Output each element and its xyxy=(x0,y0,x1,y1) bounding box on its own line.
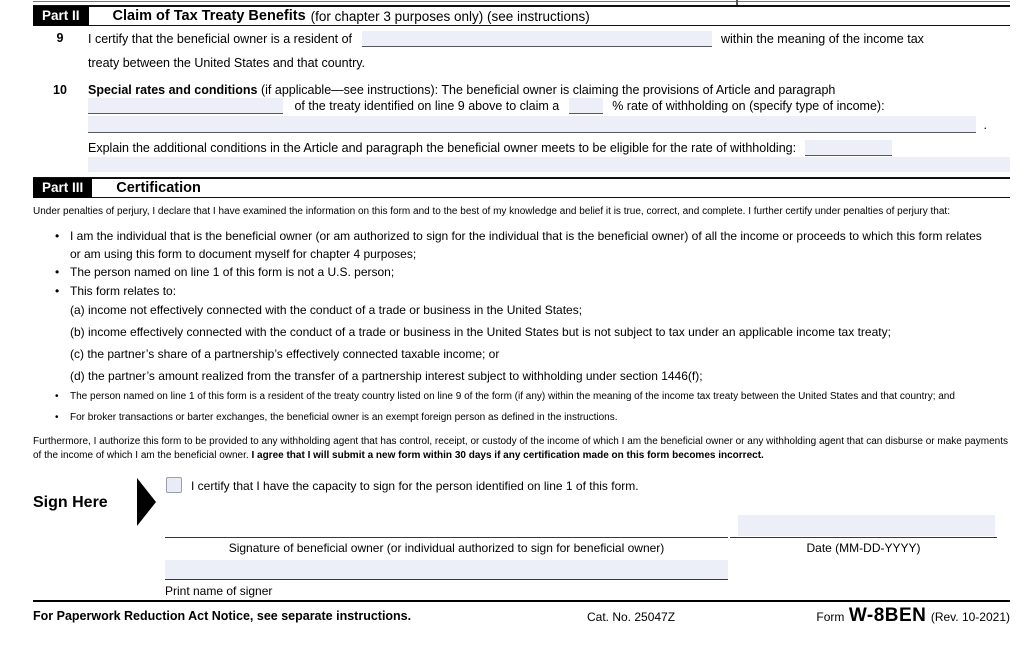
bullet-text: This form relates to: xyxy=(70,284,177,298)
line10-row2-suffix: % rate of withholding on (specify type of income): xyxy=(612,99,885,113)
part2-subtitle: (for chapter 3 purposes only) (see instructions) xyxy=(310,8,590,24)
capacity-statement: I certify that I have the capacity to sign for the person identified on line 1 of this form. xyxy=(191,479,639,493)
part2-header xyxy=(33,5,1010,26)
sign-here-arrow-icon xyxy=(137,478,156,526)
part2-label: Part II xyxy=(33,6,89,26)
bullet-icon: • xyxy=(55,391,59,402)
previous-section-divider xyxy=(33,1,1010,2)
line10-row2-text: of the treaty identified on line 9 above to claim a xyxy=(294,99,560,113)
signature-line xyxy=(165,537,728,538)
line10-row4 xyxy=(0,140,1032,156)
date-line xyxy=(730,537,997,538)
bullet-text: For broker transactions or barter exchanges, the beneficial owner is an exempt foreign person as defined in the instructions. xyxy=(70,412,618,423)
bullet-icon: • xyxy=(55,412,59,423)
form-revision: (Rev. 10-2021) xyxy=(930,610,1010,624)
line10-row5 xyxy=(0,157,1032,172)
line10-row1 xyxy=(0,83,1032,97)
line10-row2 xyxy=(0,98,1032,114)
line10-rate-field[interactable] xyxy=(569,98,603,114)
line9-text-line2: treaty between the United States and that country. xyxy=(88,56,366,70)
relates-to-item-a: (a) income not effectively connected with the conduct of a trade or business in the United States; xyxy=(70,303,583,317)
perjury-intro: Under penalties of perjury, I declare that I have examined the information on this form and to the best of my knowledge and belief it is true, correct, and complete. I further certify under penalties of perjury that: xyxy=(33,206,950,217)
line9-country-field[interactable] xyxy=(362,31,712,47)
line9-row2 xyxy=(0,56,1032,70)
line10-article-field[interactable] xyxy=(88,98,283,114)
line10-row3 xyxy=(0,116,1032,133)
relates-to-item-b: (b) income effectively connected with the conduct of a trade or business in the United States but is not subject to tax under an applicable income tax treaty; xyxy=(70,325,891,339)
furthermore-text: Furthermore, I authorize this form to be provided to any withholding agent that has control, receipt, or custody of the income of which I am the beneficial owner or any withholding agent that can disburse or make payments of the income of which I am the beneficial owner. xyxy=(33,436,1008,461)
bullet-text: The person named on line 1 of this form is not a U.S. person; xyxy=(70,265,395,279)
bullet-icon: • xyxy=(55,265,60,279)
signature-caption: Signature of beneficial owner (or individual authorized to sign for beneficial owner) xyxy=(228,541,665,555)
date-caption: Date (MM-DD-YYYY) xyxy=(806,541,921,555)
line10-conditions-field[interactable] xyxy=(805,140,892,156)
part3-header xyxy=(33,177,1010,198)
form-footer xyxy=(33,600,1010,640)
line10-income-type-field[interactable] xyxy=(88,116,976,133)
sign-here-section xyxy=(0,468,1032,600)
line10-conditions-field-continued[interactable] xyxy=(88,157,1010,172)
certification-bullet xyxy=(55,390,1000,403)
certification-bullet xyxy=(55,282,990,300)
part3-label: Part III xyxy=(33,178,92,198)
furthermore-paragraph xyxy=(33,435,1010,462)
relates-to-item-d: (d) the partner’s amount realized from the transfer of a partnership interest subject to withholding under section 1446(f); xyxy=(70,369,703,383)
certification-bullet xyxy=(55,227,990,263)
line10-number: 10 xyxy=(53,83,67,97)
line10-lead-rest: (if applicable—see instructions): The beneficial owner is claiming the provisions of Article and paragraph xyxy=(260,83,836,97)
relates-to-item-c: (c) the partner’s share of a partnership’s effectively connected taxable income; or xyxy=(70,347,500,361)
part3-title: Certification xyxy=(116,180,201,196)
form-word: Form xyxy=(816,610,845,624)
part2-title: Claim of Tax Treaty Benefits xyxy=(112,8,306,24)
signature-field[interactable] xyxy=(165,506,728,536)
form-identifier xyxy=(816,605,1010,627)
bullet-icon: • xyxy=(55,229,60,243)
capacity-checkbox[interactable] xyxy=(166,477,182,493)
form-name: W-8BEN xyxy=(848,605,927,626)
date-field[interactable] xyxy=(738,515,995,536)
line10-period: . xyxy=(983,118,987,132)
print-name-field[interactable] xyxy=(165,560,728,580)
furthermore-bold-text: I agree that I will submit a new form within 30 days if any certification made on this form becomes incorrect. xyxy=(251,449,764,461)
line9-row1 xyxy=(0,31,1032,47)
line10-explain-text: Explain the additional conditions in the Article and paragraph the beneficial owner meets to be eligible for the rate of withholding: xyxy=(88,141,797,155)
print-name-caption: Print name of signer xyxy=(165,584,273,598)
bullet-text: The person named on line 1 of this form is a resident of the treaty country listed on line 9 of the form (if any) within the meaning of the income tax treaty between the United States and that country; and xyxy=(70,391,955,402)
certification-bullet xyxy=(55,411,1000,424)
line9-text-after: within the meaning of the income tax xyxy=(721,32,924,46)
catalog-number: Cat. No. 25047Z xyxy=(587,610,676,624)
bullet-icon: • xyxy=(55,284,60,298)
line9-text-before: I certify that the beneficial owner is a resident of xyxy=(88,32,353,46)
line9-number: 9 xyxy=(56,31,64,45)
paperwork-notice: For Paperwork Reduction Act Notice, see separate instructions. xyxy=(33,609,412,623)
line10-lead-bold: Special rates and conditions xyxy=(88,83,258,97)
certification-bullet xyxy=(55,263,990,281)
bullet-text: I am the individual that is the beneficial owner (or am authorized to sign for the individual that is the beneficial owner) of all the income or proceeds to which this form relates or am using this form to document myself for chapter 4 purposes; xyxy=(70,229,982,261)
sign-here-label: Sign Here xyxy=(33,494,108,511)
